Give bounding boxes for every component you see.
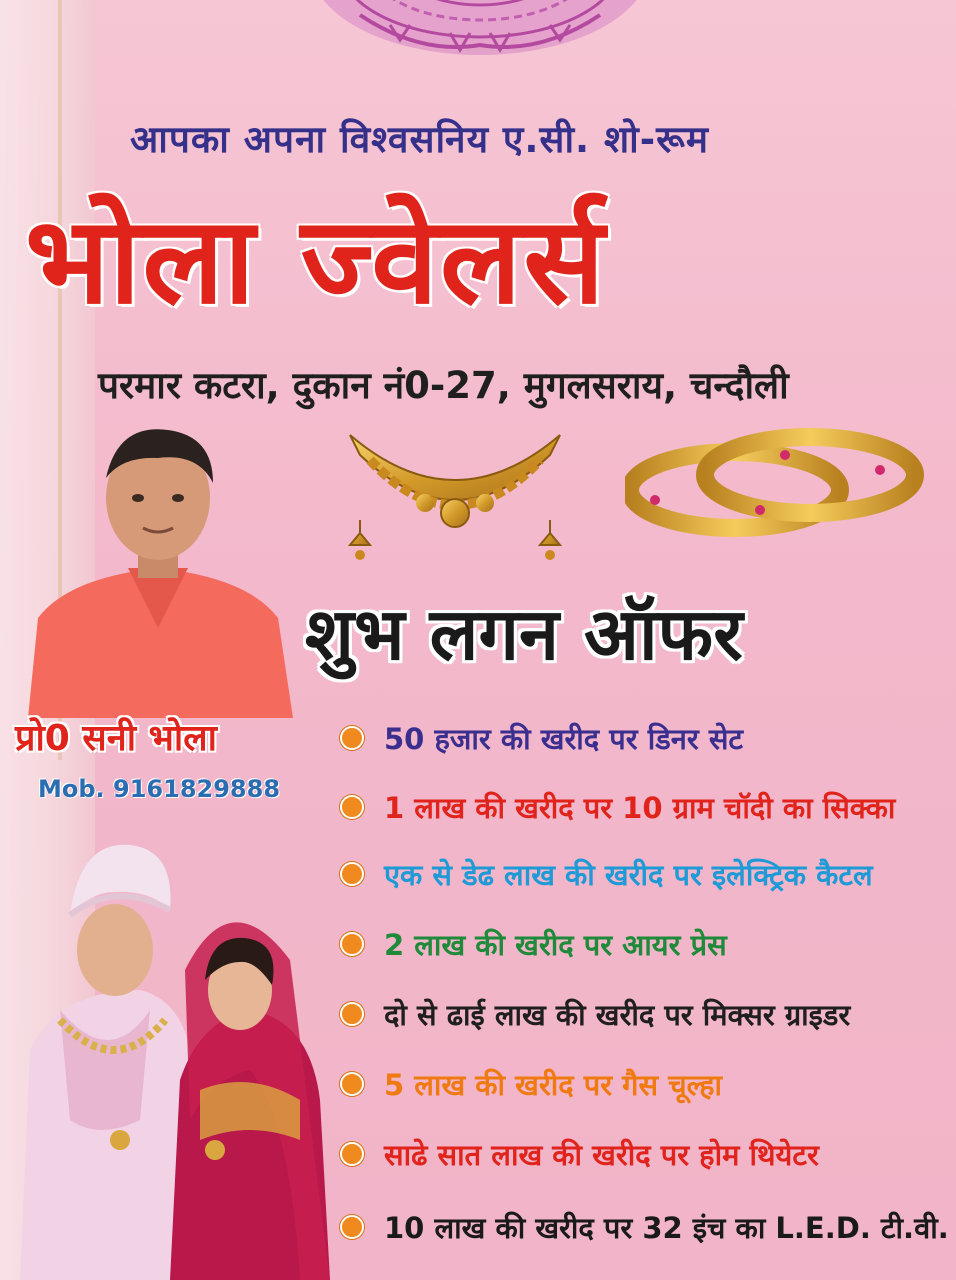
wedding-couple-illustration-icon (0, 820, 335, 1280)
owner-photo-icon (8, 418, 308, 718)
offer-item (340, 1062, 722, 1106)
bullet-dot-icon (340, 795, 364, 819)
bullet-dot-icon (340, 862, 364, 886)
offer-item (340, 1205, 949, 1249)
bullet-dot-icon (340, 1142, 364, 1166)
bullet-dot-icon (340, 1215, 364, 1239)
offer-item (340, 922, 727, 966)
offer-item (340, 1132, 819, 1176)
offer-item (340, 852, 873, 896)
mandala-ornament-icon (300, 0, 660, 55)
offer-text: 2 लाख की खरीद पर आयर प्रेस (384, 927, 727, 962)
gold-bangles-icon (625, 425, 925, 545)
offer-text: 1 लाख की खरीद पर 10 ग्राम चॉदी का सिक्का (384, 790, 896, 825)
shop-address: परमार कटरा, दुकान नं0-27, मुगलसराय, चन्दौली (98, 364, 789, 407)
offer-text: दो से ढाई लाख की खरीद पर मिक्सर ग्राइडर (384, 997, 851, 1032)
tagline: आपका अपना विश्वसनिय ए.सी. शो-रूम (130, 118, 709, 161)
owner-mobile: Mob. 9161829888 (38, 775, 281, 803)
offer-item (340, 992, 850, 1036)
gold-necklace-icon (340, 415, 570, 575)
bullet-dot-icon (340, 726, 364, 750)
offer-text: एक से डेढ लाख की खरीद पर इलेक्ट्रिक कैटल (384, 857, 873, 892)
bullet-dot-icon (340, 932, 364, 956)
bullet-dot-icon (340, 1002, 364, 1026)
offer-title: शुभ लगन ऑफर (305, 592, 743, 676)
offer-text: 5 लाख की खरीद पर गैस चूल्हा (384, 1067, 723, 1102)
offer-text: 10 लाख की खरीद पर 32 इंच का L.E.D. टी.वी. (384, 1210, 949, 1245)
offer-item (340, 716, 743, 760)
bullet-dot-icon (340, 1072, 364, 1096)
shop-name: भोला ज्वेलर्स (25, 192, 607, 331)
offer-item (340, 785, 895, 829)
offer-text: 50 हजार की खरीद पर डिनर सेट (384, 721, 744, 756)
offer-text: साढे सात लाख की खरीद पर होम थियेटर (384, 1137, 819, 1172)
owner-name: प्रो0 सनी भोला (15, 718, 217, 759)
